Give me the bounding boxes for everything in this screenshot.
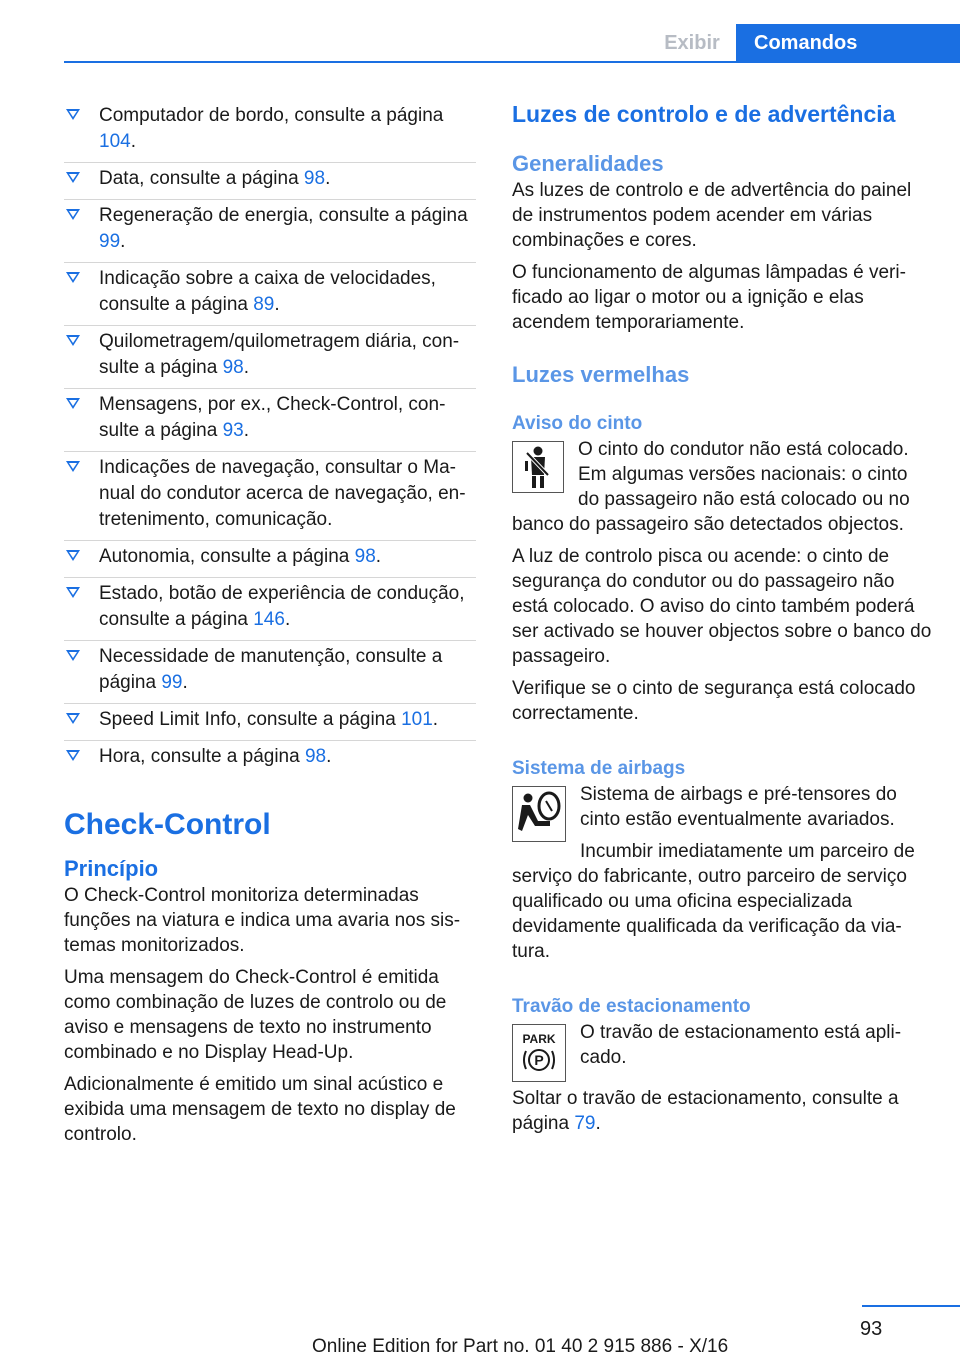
triangle-bullet-icon [66, 209, 80, 220]
triangle-bullet-icon [66, 172, 80, 183]
principio-title: Princípio [64, 856, 159, 881]
list-item: Regeneração de energia, consulte a página 99. [64, 200, 476, 263]
travao-title: Travão de estacionamento [512, 996, 751, 1017]
tab-comandos[interactable]: Comandos [736, 24, 960, 62]
travao-paragraph-1: O travão de estacionamento está aplicado. [580, 1022, 902, 1068]
list-item: Indicação sobre a caixa de velocidades, consulte a página 89. [64, 263, 476, 326]
list-item: Speed Limit Info, consulte a página 101. [64, 704, 476, 741]
luzes-vermelhas-title: Luzes vermelhas [512, 362, 690, 387]
airbags-title: Sistema de airbags [512, 758, 686, 779]
tab-exibir[interactable]: Exibir [664, 32, 720, 54]
airbags-paragraph-2: Incumbir imediatamente um parceiro de serviço do fabricante, outro parceiro de serviço qualificado ou uma oficina especializada devidamente qualificada da verificação da viatura. [512, 841, 915, 962]
aviso-cinto-title: Aviso do cinto [512, 413, 643, 434]
svg-text:P: P [534, 1052, 544, 1068]
page-link[interactable]: 79 [574, 1113, 596, 1134]
triangle-bullet-icon [66, 750, 80, 761]
page-link[interactable]: 99 [99, 231, 121, 252]
generalidades-paragraph-1: As luzes de controlo e de advertência do painel de instrumentos podem acender em várias combinações e cores. [512, 180, 912, 251]
principio-paragraph-1: O Check-Control monitoriza determinadas funções na viatura e indica uma avaria nos sistemas monitorizados. [64, 885, 461, 956]
principio-paragraph-3: Adicionalmente é emitido um sinal acústico e exibida uma mensagem de texto no display de controlo. [64, 1074, 456, 1145]
airbag-warning-icon [512, 786, 566, 842]
left-column [64, 100, 476, 1147]
top-bar [0, 0, 960, 62]
page-link[interactable]: 104 [99, 131, 131, 152]
list-item: Estado, botão de experiência de condução, consulte a página 146. [64, 578, 476, 641]
list-item: Hora, consulte a página 98. [64, 741, 476, 777]
triangle-bullet-icon [66, 587, 80, 598]
footer-divider [862, 1305, 960, 1307]
page-link[interactable]: 93 [222, 420, 244, 441]
aviso-cinto-paragraph-3: Verifique se o cinto de segurança está colocado correctamente. [512, 678, 916, 724]
luzes-title: Luzes de controlo e de advertência [512, 101, 896, 127]
page-link[interactable]: 98 [303, 168, 326, 189]
list-item: Computador de bordo, consulte a página 104. [64, 100, 476, 163]
display-items-list [64, 100, 476, 777]
triangle-bullet-icon [66, 650, 80, 661]
header-divider [64, 61, 960, 63]
triangle-bullet-icon [66, 713, 80, 724]
triangle-bullet-icon [66, 335, 80, 346]
list-item: Mensagens, por ex., Check-Control, consulte a página 93. [64, 389, 476, 452]
airbags-paragraph-1: Sistema de airbags e pré-tensores do cinto estão eventualmente avariados. [580, 784, 897, 830]
page-link[interactable]: 89 [253, 294, 275, 315]
page-link[interactable]: 99 [161, 672, 183, 693]
page-number: 93 [860, 1318, 883, 1340]
page-link[interactable]: 101 [401, 709, 433, 730]
list-item: Indicações de navegação, consultar o Manual do condutor acerca de navegação, entretenimento, comunicação. [64, 452, 476, 541]
principio-paragraph-2: Uma mensagem do Check-Control é emitida como combinação de luzes de controlo ou de aviso e mensagens de texto no instrumento combinado e no Display Head-Up. [64, 967, 447, 1063]
parking-brake-icon: PARK P [512, 1024, 566, 1082]
triangle-bullet-icon [66, 109, 80, 120]
page-link[interactable]: 98 [222, 357, 244, 378]
triangle-bullet-icon [66, 550, 80, 561]
page-link[interactable]: 98 [354, 546, 376, 567]
list-item: Autonomia, consulte a página 98. [64, 541, 476, 578]
list-item: Data, consulte a página 98. [64, 163, 476, 200]
list-item: Necessidade de manutenção, consulte a página 99. [64, 641, 476, 704]
right-column [512, 100, 932, 1136]
page-link[interactable]: 146 [253, 609, 285, 630]
aviso-cinto-paragraph-1: O cinto do condutor não está colocado. Em algumas versões nacionais: o cinto do passageiro não está colocado ou no banco do passageiro são detectados objectos. [512, 439, 910, 535]
page-link[interactable]: 98 [304, 746, 327, 767]
edition-text: Online Edition for Part no. 01 40 2 915 886 - X/16 [312, 1336, 729, 1357]
generalidades-title: Generalidades [512, 151, 664, 176]
travao-paragraph-2: Soltar o travão de estacionamento, consulte a página 79. [512, 1088, 899, 1134]
triangle-bullet-icon [66, 398, 80, 409]
check-control-title: Check-Control [64, 808, 271, 841]
seatbelt-warning-icon [512, 441, 564, 493]
list-item: Quilometragem/quilometragem diária, consulte a página 98. [64, 326, 476, 389]
triangle-bullet-icon [66, 272, 80, 283]
aviso-cinto-paragraph-2: A luz de controlo pisca ou acende: o cinto de segurança do condutor ou do passageiro não está colocado. O aviso do cinto também poderá ser activado se houver objectos sobre o banco do passageiro. [512, 546, 932, 667]
generalidades-paragraph-2: O funcionamento de algumas lâmpadas é verificado ao ligar o motor ou a ignição e elas acendem temporariamente. [512, 262, 906, 333]
triangle-bullet-icon [66, 461, 80, 472]
